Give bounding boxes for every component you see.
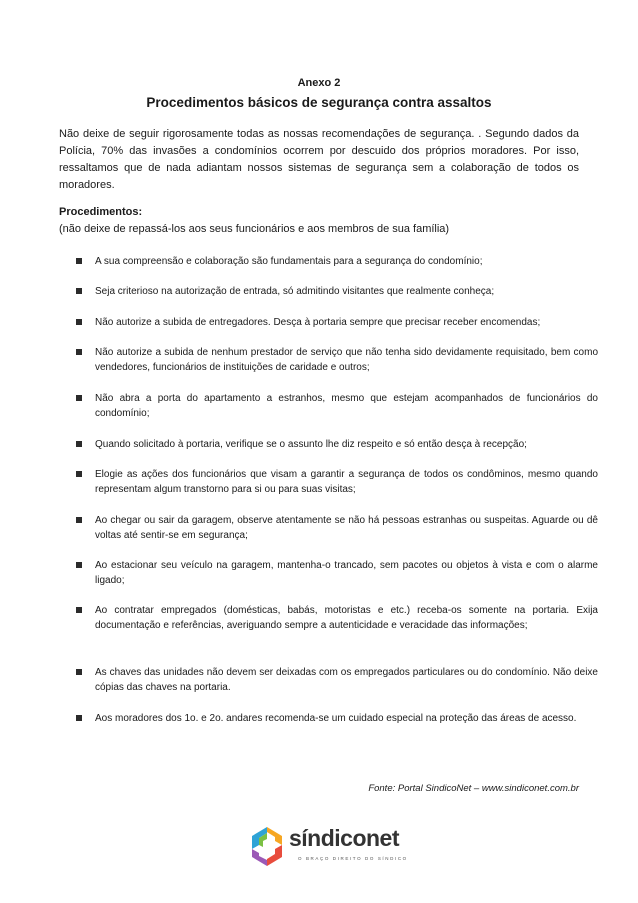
procedures-subheading: (não deixe de repassá-los aos seus funcionários e aos membros de sua família): [59, 223, 450, 235]
bullet-icon: [76, 517, 82, 523]
document-title: Procedimentos básicos de segurança contra assaltos: [146, 95, 492, 110]
list-item: [76, 391, 598, 421]
list-item: [76, 437, 598, 452]
list-item: [76, 558, 598, 588]
list-item: [76, 513, 598, 543]
list-item-text: Ao estacionar seu veículo na garagem, mantenha-o trancado, sem pacotes ou objetos à vista e com o alarme ligado;: [95, 560, 598, 586]
annex-label: Anexo 2: [297, 77, 341, 89]
sindiconet-logo: [247, 825, 408, 869]
list-item-text: Seja criterioso na autorização de entrada, só admitindo visitantes que realmente conheça;: [95, 286, 495, 297]
list-item-text: As chaves das unidades não devem ser deixadas com os empregados particulares ou do condomínio. Não deixe cópias das chaves na portaria.: [95, 667, 598, 693]
list-item-text: Ao contratar empregados (domésticas, babás, motoristas e etc.) receba-os somente na portaria. Exija documentação e referências, averiguando sempre a autenticidade e veracidade das informações;: [95, 605, 598, 631]
list-item: [76, 284, 598, 299]
list-item: [76, 711, 598, 726]
list-item: [76, 345, 598, 375]
bullet-icon: [76, 715, 82, 721]
list-item-text: Não abra a porta do apartamento a estranhos, mesmo que estejam acompanhados de funcionários do condomínio;: [95, 393, 598, 419]
sindiconet-logo-icon: [247, 825, 287, 869]
list-item-text: Quando solicitado à portaria, verifique se o assunto lhe diz respeito e só então desça à recepção;: [95, 439, 527, 450]
bullet-icon: [76, 395, 82, 401]
bullet-icon: [76, 258, 82, 264]
bullet-icon: [76, 562, 82, 568]
list-item: [76, 467, 598, 497]
bullet-icon: [76, 349, 82, 355]
list-item: [76, 665, 598, 695]
logo-wordmark: síndiconet: [289, 825, 400, 851]
procedures-heading: Procedimentos:: [59, 206, 143, 218]
list-item-text: Aos moradores dos 1o. e 2o. andares recomenda-se um cuidado especial na proteção das áreas de acesso.: [95, 713, 577, 724]
list-item: [76, 254, 598, 269]
source-citation: Fonte: Portal SindicoNet – www.sindiconet.com.br: [368, 783, 579, 794]
bullet-icon: [76, 607, 82, 613]
bullet-icon: [76, 319, 82, 325]
bullet-icon: [76, 288, 82, 294]
list-item-text: Ao chegar ou sair da garagem, observe atentamente se não há pessoas estranhas ou suspeitas. Aguarde ou dê voltas até sentir-se em segurança;: [95, 515, 598, 541]
bullet-icon: [76, 471, 82, 477]
list-item-text: Não autorize a subida de entregadores. Desça à portaria sempre que precisar receber encomendas;: [95, 317, 541, 328]
list-item-text: Não autorize a subida de nenhum prestador de serviço que não tenha sido devidamente requisitado, bem como vendedores, funcionários de instituições de caridade e outros;: [95, 347, 598, 373]
bullet-icon: [76, 669, 82, 675]
list-item: [76, 315, 598, 330]
intro-paragraph: Não deixe de seguir rigorosamente todas as nossas recomendações de segurança. . Segundo dados da Polícia, 70% das invasões a condomínios ocorrem por descuido dos próprios moradores. Por isso, ressaltamos que de nada adiantam nossos sistemas de segurança sem a colaboração de todos os moradores.: [59, 128, 579, 191]
list-item: [76, 603, 598, 633]
bullet-icon: [76, 441, 82, 447]
list-item-text: A sua compreensão e colaboração são fundamentais para a segurança do condomínio;: [95, 256, 483, 267]
list-item-text: Elogie as ações dos funcionários que visam a garantir a segurança de todos os condôminos, mesmo quando representam algum transtorno para si ou para suas visitas;: [95, 469, 598, 495]
logo-tagline: O BRAÇO DIREITO DO SÍNDICO: [298, 856, 408, 861]
